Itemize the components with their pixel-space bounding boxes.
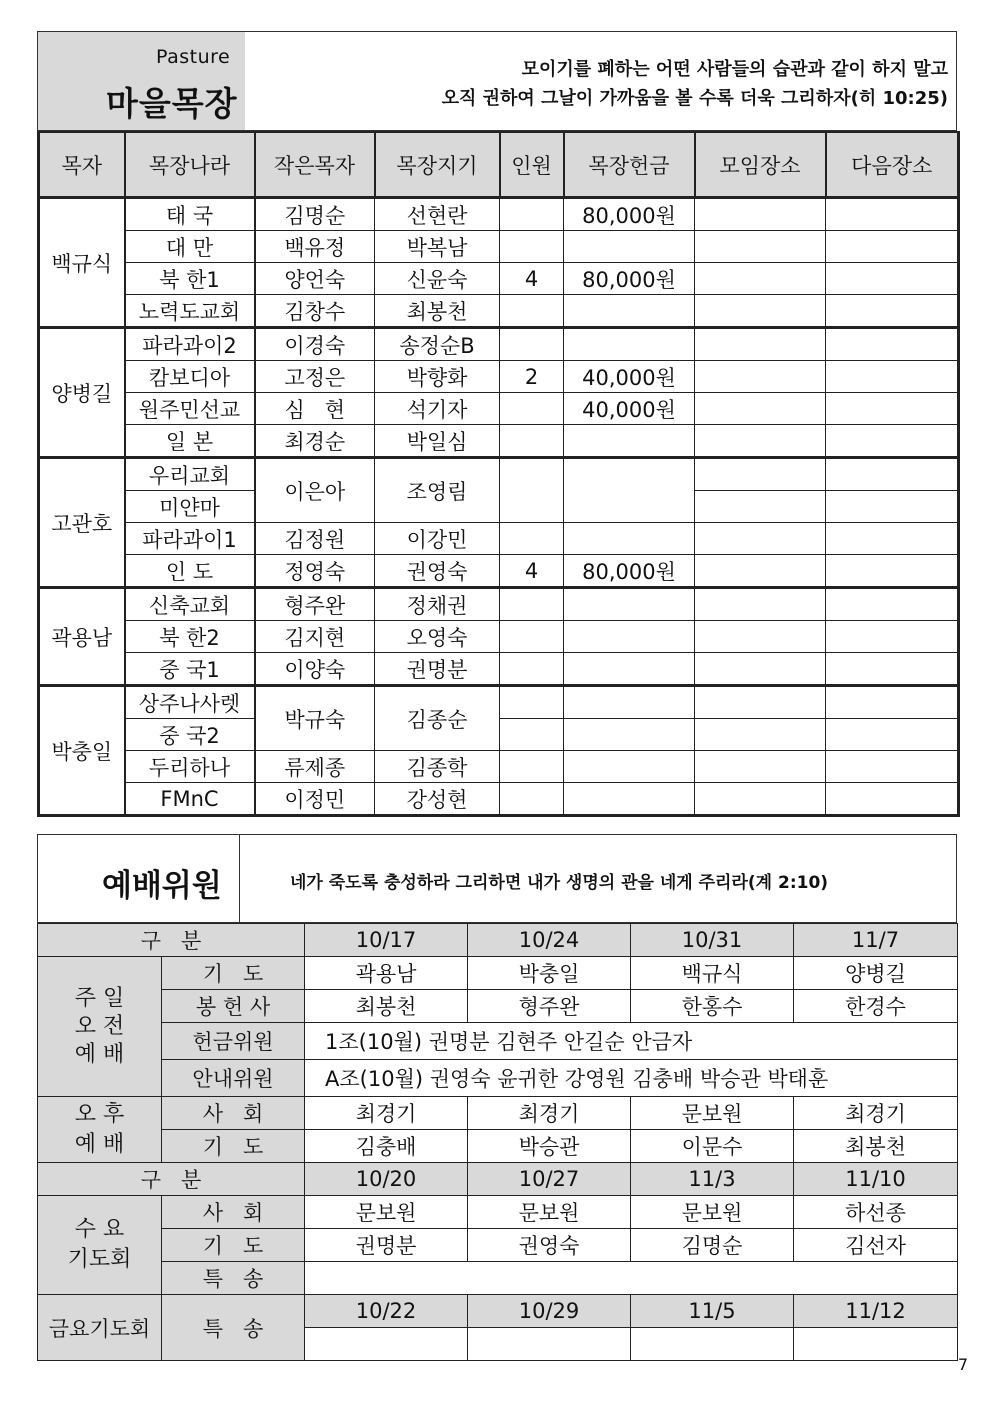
offering-cell: [564, 783, 695, 816]
meeting-place-cell: [695, 523, 826, 555]
worship-table: [37, 923, 958, 1361]
meeting-place-cell: [695, 491, 826, 523]
date-cell: 10/22: [305, 1295, 468, 1328]
next-place-cell: [826, 555, 959, 588]
table-row: [39, 751, 959, 783]
keeper-cell: 신윤숙: [375, 263, 500, 295]
column-header: 인원: [500, 132, 564, 198]
keeper-cell: 박복남: [375, 231, 500, 263]
date-cell: 11/7: [794, 924, 958, 957]
offering-cell: 80,000원: [564, 198, 695, 231]
offering-prayer-cell: 한경수: [794, 990, 958, 1023]
meeting-place-cell: [695, 263, 826, 295]
keeper-cell: 송정순B: [375, 328, 500, 361]
prayer-cell: 곽용남: [305, 957, 468, 990]
table-row: [39, 425, 959, 458]
date-cell: 10/27: [468, 1163, 631, 1196]
country-cell: 파라과이1: [125, 523, 255, 555]
prayer-cell: 권명분: [305, 1229, 468, 1262]
host-cell: 최경기: [468, 1097, 631, 1130]
next-place-cell: [826, 393, 959, 425]
meeting-place-cell: [695, 393, 826, 425]
keeper-cell: 석기자: [375, 393, 500, 425]
next-place-cell: [826, 719, 959, 751]
column-header: 다음장소: [826, 132, 959, 198]
small-leader-cell: 김명순: [255, 198, 375, 231]
keeper-cell: 오영숙: [375, 621, 500, 653]
small-leader-cell: 고정은: [255, 361, 375, 393]
pasture-verse-line2: 오직 권하여 그날이 가까움을 볼 수록 더욱 그리하자(히 10:25): [441, 88, 948, 109]
special-song-cell: [468, 1328, 631, 1361]
offering-prayer-cell: 한홍수: [631, 990, 794, 1023]
country-cell: 상주나사렛: [125, 686, 255, 719]
offering-cell: [564, 653, 695, 686]
special-song-cell: [305, 1328, 468, 1361]
pasture-title-ko: 마을목장: [106, 84, 238, 123]
worship-title: 예배위원: [102, 868, 222, 904]
next-place-cell: [826, 361, 959, 393]
small-leader-cell: 심 현: [255, 393, 375, 425]
prayer-cell: 박충일: [468, 957, 631, 990]
offering-cell: 80,000원: [564, 263, 695, 295]
prayer-label: 기 도: [162, 957, 305, 990]
country-cell: 태 국: [125, 198, 255, 231]
table-row: [39, 458, 959, 491]
table-row: [39, 198, 959, 231]
country-cell: 중 국1: [125, 653, 255, 686]
table-row: [38, 1060, 958, 1097]
table-row: [38, 1196, 958, 1229]
count-cell: [500, 523, 564, 555]
next-place-cell: [826, 491, 959, 523]
date-cell: 11/5: [631, 1295, 794, 1328]
column-header: 목장헌금: [564, 132, 695, 198]
country-cell: 노력도교회: [125, 295, 255, 328]
offering-cell: [564, 328, 695, 361]
friday-label: 금요기도회: [38, 1295, 162, 1361]
small-leader-cell: 박규숙: [255, 686, 375, 751]
prayer-cell: 권영숙: [468, 1229, 631, 1262]
pasture-title-en: Pasture: [156, 46, 231, 68]
keeper-cell: 권명분: [375, 653, 500, 686]
meeting-place-cell: [695, 361, 826, 393]
country-cell: 우리교회: [125, 458, 255, 491]
date-cell: 10/31: [631, 924, 794, 957]
label-line: 주 일: [74, 985, 125, 1011]
table-row: [39, 621, 959, 653]
column-header: 목장나라: [125, 132, 255, 198]
next-place-cell: [826, 588, 959, 621]
small-leader-cell: 형주완: [255, 588, 375, 621]
count-cell: [500, 198, 564, 231]
offering-cell: [564, 719, 695, 751]
keeper-cell: 권영숙: [375, 555, 500, 588]
special-song-cell: [794, 1328, 958, 1361]
country-cell: 두리하나: [125, 751, 255, 783]
next-place-cell: [826, 686, 959, 719]
meeting-place-cell: [695, 328, 826, 361]
leader-cell: 백규식: [39, 198, 125, 328]
pasture-header-row: [39, 132, 959, 198]
special-song-cell: [305, 1262, 958, 1295]
offering-committee-cell: 1조(10월) 권명분 김현주 안길순 안금자: [305, 1023, 958, 1060]
next-place-cell: [826, 198, 959, 231]
table-row: [39, 393, 959, 425]
small-leader-cell: 김정원: [255, 523, 375, 555]
offering-cell: [564, 458, 695, 523]
keeper-cell: 이강민: [375, 523, 500, 555]
label-line: 기도회: [67, 1247, 132, 1272]
prayer-label: 기 도: [162, 1130, 305, 1163]
afternoon-label: [38, 1097, 162, 1163]
keeper-cell: 강성현: [375, 783, 500, 816]
next-place-cell: [826, 751, 959, 783]
pasture-title-box: [38, 32, 245, 130]
prayer-cell: 이문수: [631, 1130, 794, 1163]
meeting-place-cell: [695, 588, 826, 621]
country-cell: 미얀마: [125, 491, 255, 523]
page-number: 7: [957, 1355, 968, 1374]
table-row: [39, 588, 959, 621]
host-cell: 문보원: [468, 1196, 631, 1229]
small-leader-cell: 김창수: [255, 295, 375, 328]
offering-cell: [564, 231, 695, 263]
keeper-cell: 박향화: [375, 361, 500, 393]
pasture-verse-line1: 모이기를 폐하는 어떤 사람들의 습관과 같이 하지 말고: [521, 59, 948, 80]
date-cell: 10/29: [468, 1295, 631, 1328]
offering-cell: [564, 295, 695, 328]
table-row: [38, 1130, 958, 1163]
meeting-place-cell: [695, 686, 826, 719]
offering-cell: 40,000원: [564, 393, 695, 425]
meeting-place-cell: [695, 751, 826, 783]
small-leader-cell: 최경순: [255, 425, 375, 458]
offering-cell: [564, 588, 695, 621]
prayer-cell: 김충배: [305, 1130, 468, 1163]
table-row: [38, 1023, 958, 1060]
next-place-cell: [826, 653, 959, 686]
small-leader-cell: 이경숙: [255, 328, 375, 361]
country-cell: 인 도: [125, 555, 255, 588]
keeper-cell: 박일심: [375, 425, 500, 458]
host-cell: 최경기: [305, 1097, 468, 1130]
worship-title-box: [38, 835, 240, 922]
table-row: [38, 1097, 958, 1130]
meeting-place-cell: [695, 231, 826, 263]
country-cell: 대 만: [125, 231, 255, 263]
count-cell: [500, 295, 564, 328]
prayer-cell: 양병길: [794, 957, 958, 990]
small-leader-cell: 이양숙: [255, 653, 375, 686]
next-place-cell: [826, 523, 959, 555]
column-header: 모임장소: [695, 132, 826, 198]
country-cell: 원주민선교: [125, 393, 255, 425]
small-leader-cell: 이정민: [255, 783, 375, 816]
next-place-cell: [826, 458, 959, 491]
count-cell: [500, 751, 564, 783]
table-row: [38, 1229, 958, 1262]
count-cell: [500, 686, 564, 719]
table-row: [39, 653, 959, 686]
keeper-cell: 선현란: [375, 198, 500, 231]
table-row: [38, 957, 958, 990]
next-place-cell: [826, 425, 959, 458]
small-leader-cell: 양언숙: [255, 263, 375, 295]
offering-prayer-cell: 최봉천: [305, 990, 468, 1023]
host-cell: 문보원: [631, 1196, 794, 1229]
count-cell: [500, 425, 564, 458]
date-cell: 10/24: [468, 924, 631, 957]
count-cell: [500, 621, 564, 653]
guide-committee-label: 안내위원: [162, 1060, 305, 1097]
host-cell: 문보원: [305, 1196, 468, 1229]
country-cell: 북 한1: [125, 263, 255, 295]
prayer-cell: 최봉천: [794, 1130, 958, 1163]
small-leader-cell: 백유정: [255, 231, 375, 263]
country-cell: 일 본: [125, 425, 255, 458]
offering-committee-label: 헌금위원: [162, 1023, 305, 1060]
count-cell: 4: [500, 555, 564, 588]
country-cell: 캄보디아: [125, 361, 255, 393]
table-row: [39, 328, 959, 361]
table-row: [39, 523, 959, 555]
date-cell: 10/20: [305, 1163, 468, 1196]
meeting-place-cell: [695, 198, 826, 231]
next-place-cell: [826, 231, 959, 263]
special-song-label: 특 송: [162, 1262, 305, 1295]
small-leader-cell: 류제종: [255, 751, 375, 783]
table-row: [38, 1262, 958, 1295]
pasture-table: [37, 131, 960, 817]
meeting-place-cell: [695, 425, 826, 458]
label-line: 수 요: [74, 1217, 125, 1242]
special-song-label: 특 송: [162, 1295, 305, 1361]
offering-cell: [564, 523, 695, 555]
count-cell: [500, 458, 564, 523]
table-row: [38, 1295, 958, 1328]
country-cell: 북 한2: [125, 621, 255, 653]
pasture-verse: [442, 55, 948, 113]
count-cell: [500, 393, 564, 425]
table-row: [39, 263, 959, 295]
count-cell: [500, 653, 564, 686]
prayer-cell: 박승관: [468, 1130, 631, 1163]
meeting-place-cell: [695, 719, 826, 751]
worship-verse: 네가 죽도록 충성하라 그리하면 내가 생명의 관을 네게 주리라(계 2:10): [290, 873, 829, 893]
column-header: 목자: [39, 132, 125, 198]
sunday-dates-row: [38, 924, 958, 957]
host-cell: 최경기: [794, 1097, 958, 1130]
keeper-cell: 조영림: [375, 458, 500, 523]
count-cell: [500, 231, 564, 263]
division-label: 구 분: [38, 924, 305, 957]
offering-cell: [564, 425, 695, 458]
offering-prayer-cell: 형주완: [468, 990, 631, 1023]
meeting-place-cell: [695, 653, 826, 686]
label-line: 오 전: [74, 1013, 125, 1039]
table-row: [39, 555, 959, 588]
offering-cell: 40,000원: [564, 361, 695, 393]
country-cell: FMnC: [125, 783, 255, 816]
country-cell: 중 국2: [125, 719, 255, 751]
leader-cell: 고관호: [39, 458, 125, 588]
country-cell: 신축교회: [125, 588, 255, 621]
wednesday-dates-row: [38, 1163, 958, 1196]
offering-prayer-label: 봉 헌 사: [162, 990, 305, 1023]
leader-cell: 박충일: [39, 686, 125, 816]
label-line: 예 배: [74, 1041, 125, 1067]
prayer-label: 기 도: [162, 1229, 305, 1262]
meeting-place-cell: [695, 458, 826, 491]
small-leader-cell: 이은아: [255, 458, 375, 523]
label-line: 오 후: [74, 1101, 125, 1127]
column-header: 목장지기: [375, 132, 500, 198]
offering-cell: [564, 621, 695, 653]
next-place-cell: [826, 295, 959, 328]
table-row: [38, 990, 958, 1023]
table-row: [39, 361, 959, 393]
host-cell: 문보원: [631, 1097, 794, 1130]
count-cell: [500, 783, 564, 816]
offering-cell: 80,000원: [564, 555, 695, 588]
next-place-cell: [826, 783, 959, 816]
special-song-cell: [631, 1328, 794, 1361]
host-cell: 하선종: [794, 1196, 958, 1229]
leader-cell: 곽용남: [39, 588, 125, 686]
prayer-cell: 김선자: [794, 1229, 958, 1262]
count-cell: [500, 588, 564, 621]
date-cell: 11/10: [794, 1163, 958, 1196]
table-row: [39, 783, 959, 816]
next-place-cell: [826, 263, 959, 295]
keeper-cell: 김종학: [375, 751, 500, 783]
keeper-cell: 최봉천: [375, 295, 500, 328]
next-place-cell: [826, 621, 959, 653]
country-cell: 파라과이2: [125, 328, 255, 361]
division-label: 구 분: [38, 1163, 305, 1196]
host-label: 사 회: [162, 1196, 305, 1229]
next-place-cell: [826, 328, 959, 361]
prayer-cell: 백규식: [631, 957, 794, 990]
small-leader-cell: 김지현: [255, 621, 375, 653]
table-row: [39, 231, 959, 263]
date-cell: 10/17: [305, 924, 468, 957]
date-cell: 11/3: [631, 1163, 794, 1196]
offering-cell: [564, 686, 695, 719]
host-label: 사 회: [162, 1097, 305, 1130]
count-cell: [500, 328, 564, 361]
table-row: [39, 686, 959, 719]
keeper-cell: 김종순: [375, 686, 500, 751]
meeting-place-cell: [695, 555, 826, 588]
meeting-place-cell: [695, 621, 826, 653]
meeting-place-cell: [695, 783, 826, 816]
pasture-header: [37, 31, 957, 131]
date-cell: 11/12: [794, 1295, 958, 1328]
label-line: 예 배: [74, 1131, 125, 1157]
guide-committee-cell: A조(10월) 권영숙 윤귀한 강영원 김충배 박승관 박태훈: [305, 1060, 958, 1097]
worship-header: [37, 834, 957, 923]
count-cell: 4: [500, 263, 564, 295]
column-header: 작은목자: [255, 132, 375, 198]
keeper-cell: 정채권: [375, 588, 500, 621]
count-cell: 2: [500, 361, 564, 393]
offering-cell: [564, 751, 695, 783]
wednesday-label: [38, 1196, 162, 1295]
meeting-place-cell: [695, 295, 826, 328]
leader-cell: 양병길: [39, 328, 125, 458]
table-row: [39, 295, 959, 328]
count-cell: [500, 719, 564, 751]
sunday-morning-label: [38, 957, 162, 1097]
prayer-cell: 김명순: [631, 1229, 794, 1262]
small-leader-cell: 정영숙: [255, 555, 375, 588]
